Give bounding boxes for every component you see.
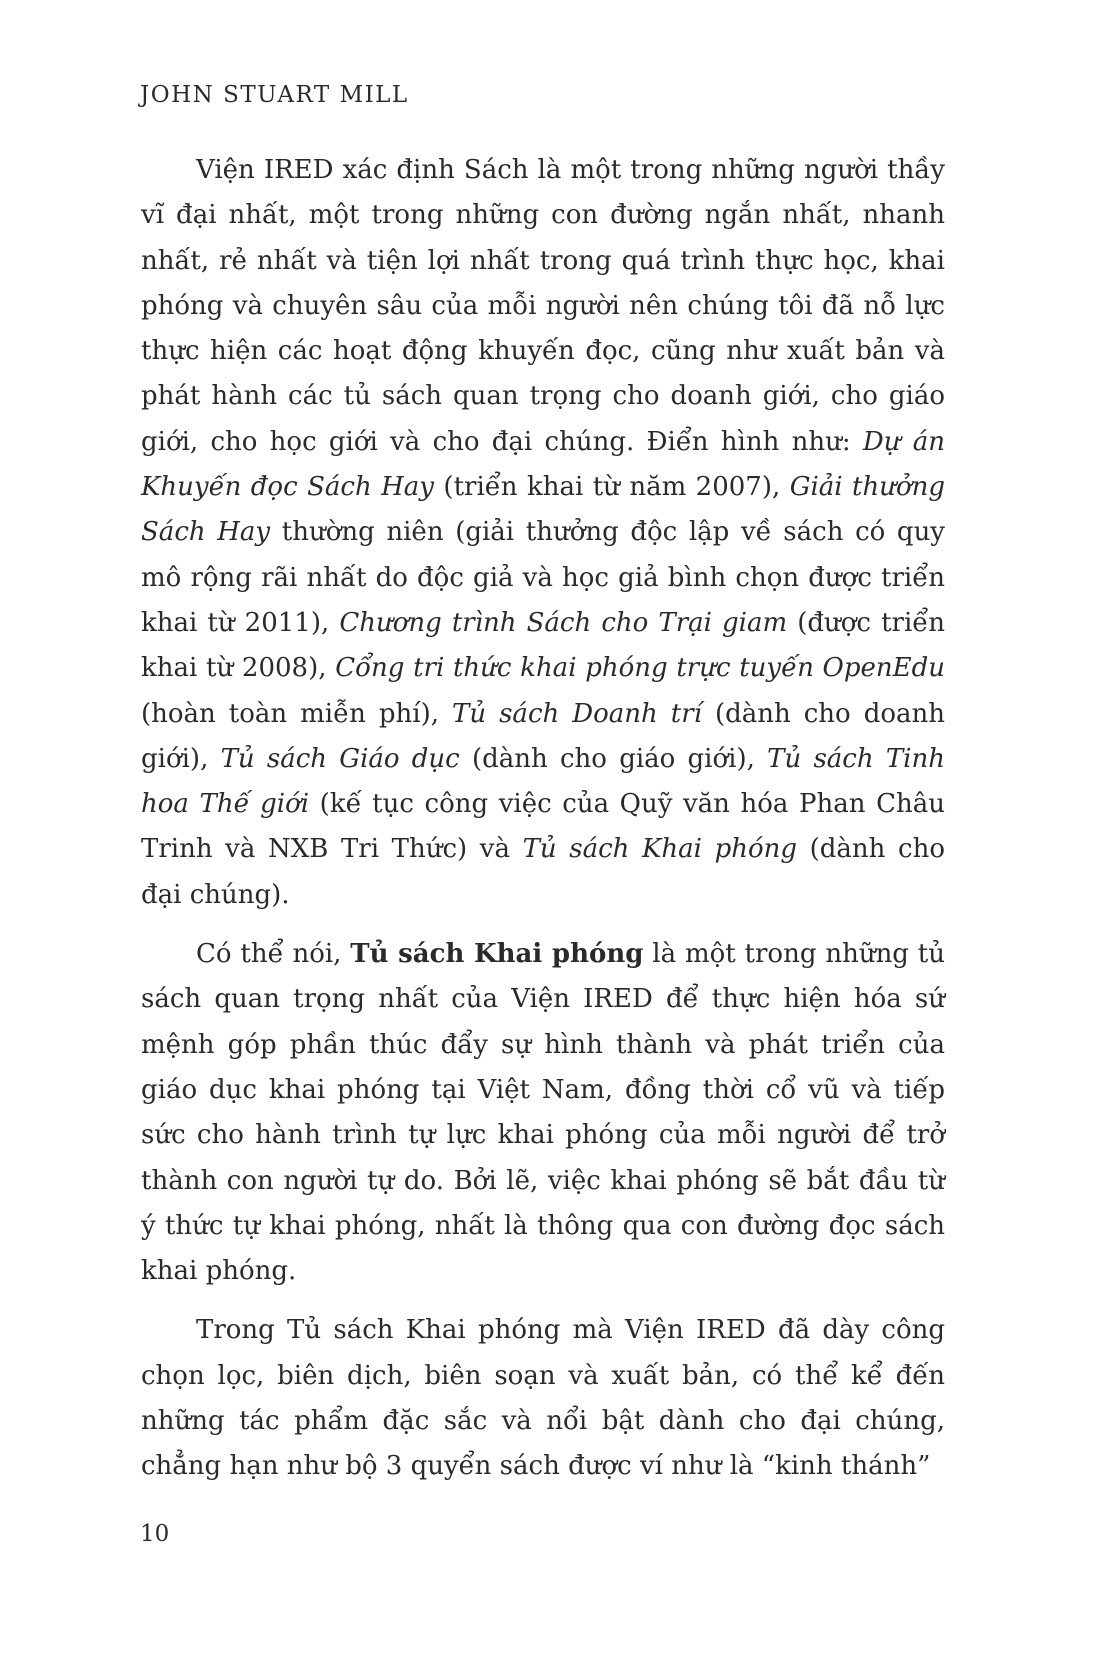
text-span: thường niên (giải thưởng độc lập về sách có quy mô rộng rãi nhất do độc giả và học giả bình chọn được triển khai từ 2011), (141, 517, 945, 638)
paragraph-khai-phong-series (141, 932, 945, 1294)
text-span: (được triển khai từ 2008), (141, 607, 946, 684)
text-span: Viện IRED xác định Sách là một trong những người thầy vĩ đại nhất, một trong những con đường ngắn nhất, nhanh nhất, rẻ nhất và tiện lợi nhất trong quá trình thực học, khai phóng và chuyên sâu của mỗi người nên chúng tôi đã nỗ lực thực hiện các hoạt động khuyến đọc, cũng như xuất bản và phát hành các tủ sách quan trọng cho doanh giới, cho giáo giới, cho học giới và cho đại chúng. Điển hình như: (141, 155, 945, 457)
text-span: (hoàn toàn miễn phí), (141, 698, 452, 729)
italic-award-title: Giải thưởng Sách Hay (141, 472, 946, 548)
page-number: 10 (140, 1521, 170, 1547)
paragraph-series-works (141, 1308, 945, 1489)
italic-series-title: Tủ sách Khai phóng (522, 834, 798, 865)
text-span: Có thể nói, (196, 939, 351, 970)
italic-program-title: Chương trình Sách cho Trại giam (339, 607, 788, 638)
text-span: là một trong những tủ sách quan trọng nhất của Viện IRED để thực hiện hóa sứ mệnh góp phần thúc đẩy sự hình thành và phát triển của giáo dục khai phóng tại Việt Nam, đồng thời cổ vũ và tiếp sức cho hành trình tự lực khai phóng của mỗi người để trở thành con người tự do. Bởi lẽ, việc khai phóng sẽ bắt đầu từ ý thức tự khai phóng, nhất là thông qua con đường đọc sách khai phóng. (141, 939, 946, 1287)
italic-project-title: Dự án Khuyến đọc Sách Hay (141, 426, 945, 503)
italic-portal-title: Cổng tri thức khai phóng trực tuyến OpenEdu (335, 653, 946, 684)
paragraph-ired-mission (141, 148, 945, 918)
text-span: (dành cho đại chúng). (141, 834, 945, 910)
italic-series-title: Tủ sách Tinh hoa Thế giới (141, 743, 945, 820)
text-span: Trong Tủ sách Khai phóng mà Viện IRED đã dày công chọn lọc, biên dịch, biên soạn và xuất bản, có thể kể đến những tác phẩm đặc sắc và nổi bật dành cho đại chúng, chẳng hạn như bộ 3 quyển sách được ví như là “kinh thánh” (141, 1315, 945, 1482)
text-span: (triển khai từ năm 2007), (434, 472, 790, 503)
text-span: (dành cho doanh giới), (141, 698, 945, 774)
bold-series-title: Tủ sách Khai phóng (350, 939, 644, 970)
body-text (141, 148, 945, 1490)
text-span: (kế tục công việc của Quỹ văn hóa Phan Châu Trinh và NXB Tri Thức) và (141, 789, 945, 865)
running-header: JOHN STUART MILL (140, 82, 409, 108)
italic-series-title: Tủ sách Giáo dục (220, 743, 460, 774)
text-span: (dành cho giáo giới), (459, 743, 768, 774)
italic-series-title: Tủ sách Doanh trí (452, 698, 702, 729)
